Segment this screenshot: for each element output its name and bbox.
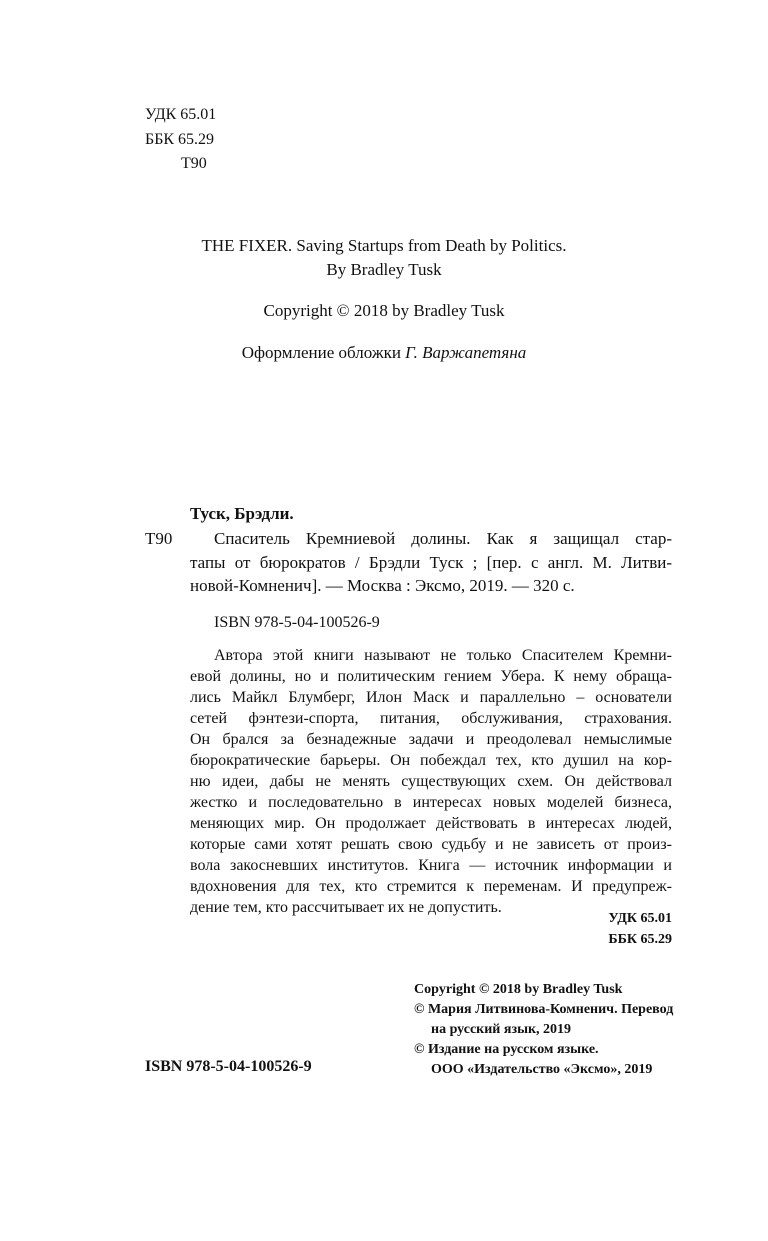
rights-line-1: Copyright © 2018 by Bradley Tusk (414, 982, 623, 997)
annotation-bbk: ББК 65.29 (608, 932, 672, 947)
annotation-line-7: ню идеи, дабы не менять существующих схем. Он действовал (190, 773, 672, 790)
rights-line-5: ООО «Издательство «Эксмо», 2019 (431, 1062, 653, 1077)
original-author: By Bradley Tusk (326, 260, 442, 279)
annotation-line-9: меняющих мир. Он продолжает действовать в интересах людей, (190, 815, 672, 832)
annotation-line-4: сетей фэнтези-спорта, питания, обслуживания, страхования. (190, 710, 672, 727)
entry-code: Т90 (145, 529, 173, 548)
entry-isbn: ISBN 978-5-04-100526-9 (214, 614, 380, 631)
annotation-line-10: которые сами хотят решать свою судьбу и не зависеть от произ- (190, 836, 672, 853)
entry-line-3: новой-Комненич]. — Москва : Эксмо, 2019. — 320 с. (190, 576, 575, 595)
annotation-line-5: Он брался за безнадежные задачи и преодолевал немыслимые (190, 731, 672, 748)
cover-design-credit (0, 342, 768, 364)
udk-code: УДК 65.01 (145, 106, 217, 123)
footer-isbn: ISBN 978-5-04-100526-9 (145, 1058, 312, 1075)
annotation-line-1: Автора этой книги называют не только Спасителем Кремни- (214, 647, 672, 664)
annotation-line-11: вола закосневших институтов. Книга — источник информации и (190, 857, 672, 874)
author-mark: Т90 (181, 155, 207, 172)
original-title: THE FIXER. Saving Startups from Death by Politics. (201, 236, 567, 255)
entry-author-heading: Туск, Брэдли. (190, 504, 294, 523)
annotation-line-2: евой долины, но и политическим гением Убера. К нему обраща- (190, 668, 672, 685)
rights-line-3: на русский язык, 2019 (431, 1022, 572, 1037)
bbk-code: ББК 65.29 (145, 131, 215, 148)
rights-line-2: © Мария Литвинова-Комненич. Перевод (414, 1002, 674, 1017)
annotation-line-12: вдохновения для тех, кто стремится к переменам. И предупреж- (190, 878, 672, 895)
cover-designer-name: Г. Варжапетяна (405, 343, 527, 362)
rights-line-4: © Издание на русском языке. (414, 1042, 599, 1057)
cover-design-label: Оформление обложки (241, 343, 406, 362)
annotation-line-8: жестко и последовательно в интересах новых моделей бизнеса, (190, 794, 672, 811)
entry-line-1: Спаситель Кремниевой долины. Как я защищал стар- (214, 529, 672, 548)
annotation-udk: УДК 65.01 (608, 911, 672, 926)
entry-line-2: тапы от бюрократов / Брэдли Туск ; [пер. с англ. М. Литви- (190, 553, 672, 572)
annotation-line-3: лись Майкл Блумберг, Илон Маск и параллельно – основатели (190, 689, 672, 706)
original-copyright: Copyright © 2018 by Bradley Tusk (263, 301, 505, 320)
annotation-line-6: бюрократические барьеры. Он побеждал тех, кто душил на кор- (190, 752, 672, 769)
annotation-line-13: дение тем, кто рассчитывает их не допустить. (190, 899, 502, 916)
